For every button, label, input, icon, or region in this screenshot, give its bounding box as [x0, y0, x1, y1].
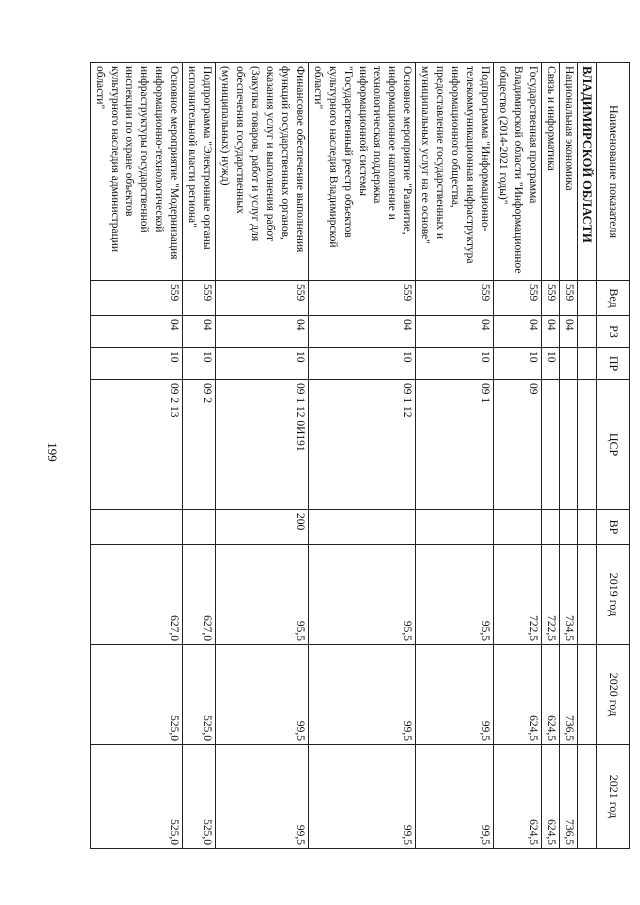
row-pr: 10: [216, 348, 309, 380]
row-rz: [577, 316, 596, 348]
row-rz: 04: [183, 316, 216, 348]
row-name: Связь и информатика: [541, 63, 559, 281]
row-2020: 99,5: [416, 645, 494, 745]
row-2021: 624,5: [541, 745, 559, 849]
row-2021: 736,5: [559, 745, 577, 849]
page-number-text: 199: [45, 442, 60, 462]
row-2021: 525,0: [90, 745, 183, 849]
row-2021: 624,5: [494, 745, 542, 849]
row-vr: [559, 510, 577, 545]
row-csr: 09 1: [416, 380, 494, 510]
row-vr: [577, 510, 596, 545]
rotated-table-frame: [93, 62, 630, 848]
header-2019: 2019 год: [597, 545, 630, 645]
row-ved: 559: [216, 281, 309, 316]
row-rz: 04: [216, 316, 309, 348]
header-pr: ПР: [597, 348, 630, 380]
row-name: Подпрограмма "Электронные органы исполнительной власти региона": [183, 63, 216, 281]
row-2019: 95,5: [216, 545, 309, 645]
row-2020: 525,0: [183, 645, 216, 745]
row-csr: [577, 380, 596, 510]
header-2021: 2021 год: [597, 745, 630, 849]
row-2019: 95,5: [308, 545, 416, 645]
table-row: [541, 63, 559, 849]
table-row: [494, 63, 542, 849]
row-pr: 10: [308, 348, 416, 380]
row-2021: 99,5: [216, 745, 309, 849]
row-2020: 736,5: [559, 645, 577, 745]
row-2019: 95,5: [416, 545, 494, 645]
row-2019: [577, 545, 596, 645]
row-ved: 559: [90, 281, 183, 316]
row-pr: 10: [90, 348, 183, 380]
row-name: Основное мероприятие "Развитие, информационное наполнение и технологическая поддержка информационной системы "Государственный реестр объектов культурного наследия Владимирской области": [308, 63, 416, 281]
row-csr: 09 1 12 0И191: [216, 380, 309, 510]
header-2020: 2020 год: [597, 645, 630, 745]
table-row: [577, 63, 596, 849]
row-ved: 559: [183, 281, 216, 316]
header-ved: Вед: [597, 281, 630, 316]
row-rz: 04: [559, 316, 577, 348]
row-vr: 200: [216, 510, 309, 545]
row-ved: 559: [541, 281, 559, 316]
row-vr: [308, 510, 416, 545]
row-pr: [559, 348, 577, 380]
row-2019: 722,5: [494, 545, 542, 645]
row-rz: 04: [494, 316, 542, 348]
row-ved: 559: [416, 281, 494, 316]
row-2019: 627,0: [183, 545, 216, 645]
header-vr: ВР: [597, 510, 630, 545]
row-csr: [541, 380, 559, 510]
header-rz: РЗ: [597, 316, 630, 348]
row-2021: [577, 745, 596, 849]
row-2020: 99,5: [308, 645, 416, 745]
row-vr: [90, 510, 183, 545]
row-pr: 10: [183, 348, 216, 380]
row-2020: 99,5: [216, 645, 309, 745]
row-name: Финансовое обеспечение выполнения функций государственных органов, оказания услуг и выполнения работ (Закупка товаров, работ и услуг для обеспечения государственных (муниципальных) нужд): [216, 63, 309, 281]
row-2021: 99,5: [308, 745, 416, 849]
row-ved: 559: [308, 281, 416, 316]
table-row: [183, 63, 216, 849]
row-rz: 04: [416, 316, 494, 348]
row-rz: 04: [90, 316, 183, 348]
row-csr: 09 1 12: [308, 380, 416, 510]
row-ved: 559: [494, 281, 542, 316]
row-rz: 04: [308, 316, 416, 348]
row-2021: 525,0: [183, 745, 216, 849]
row-name: Подпрограмма "Информационно-телекоммуникационная инфраструктура информационного общества, предоставление государственных и муниципальных услуг на ее основе": [416, 63, 494, 281]
row-name: ВЛАДИМИРСКОЙ ОБЛАСТИ: [577, 63, 596, 281]
table-row: [559, 63, 577, 849]
row-vr: [416, 510, 494, 545]
table-row: [90, 63, 183, 849]
row-name: Национальная экономика: [559, 63, 577, 281]
table-row: [416, 63, 494, 849]
row-csr: 09 2: [183, 380, 216, 510]
row-name: Основное мероприятие "Модернизация информационно-технологической инфраструктуры государственной инспекции по охране объектов культурного наследия администрации области": [90, 63, 183, 281]
row-2019: 627,0: [90, 545, 183, 645]
row-2020: 525,0: [90, 645, 183, 745]
row-pr: 10: [416, 348, 494, 380]
row-csr: 09: [494, 380, 542, 510]
header-name: Наименование показателя: [597, 63, 630, 281]
row-vr: [494, 510, 542, 545]
row-pr: 10: [541, 348, 559, 380]
row-vr: [541, 510, 559, 545]
row-2019: 734,5: [559, 545, 577, 645]
row-2020: [577, 645, 596, 745]
page-number: [40, 436, 64, 468]
row-rz: 04: [541, 316, 559, 348]
row-csr: [559, 380, 577, 510]
row-2021: 99,5: [416, 745, 494, 849]
document-table-container: [93, 62, 630, 848]
row-ved: 559: [559, 281, 577, 316]
row-vr: [183, 510, 216, 545]
row-2020: 624,5: [494, 645, 542, 745]
row-csr: 09 2 13: [90, 380, 183, 510]
row-name: Государственная программа Владимирской области "Информационное общество (2014-2021 годы)": [494, 63, 542, 281]
budget-table: [90, 62, 630, 849]
table-header-row: [597, 63, 630, 849]
row-2019: 722,5: [541, 545, 559, 645]
table-row: [308, 63, 416, 849]
row-pr: 10: [494, 348, 542, 380]
row-ved: [577, 281, 596, 316]
table-row: [216, 63, 309, 849]
row-pr: [577, 348, 596, 380]
row-2020: 624,5: [541, 645, 559, 745]
header-csr: ЦСР: [597, 380, 630, 510]
